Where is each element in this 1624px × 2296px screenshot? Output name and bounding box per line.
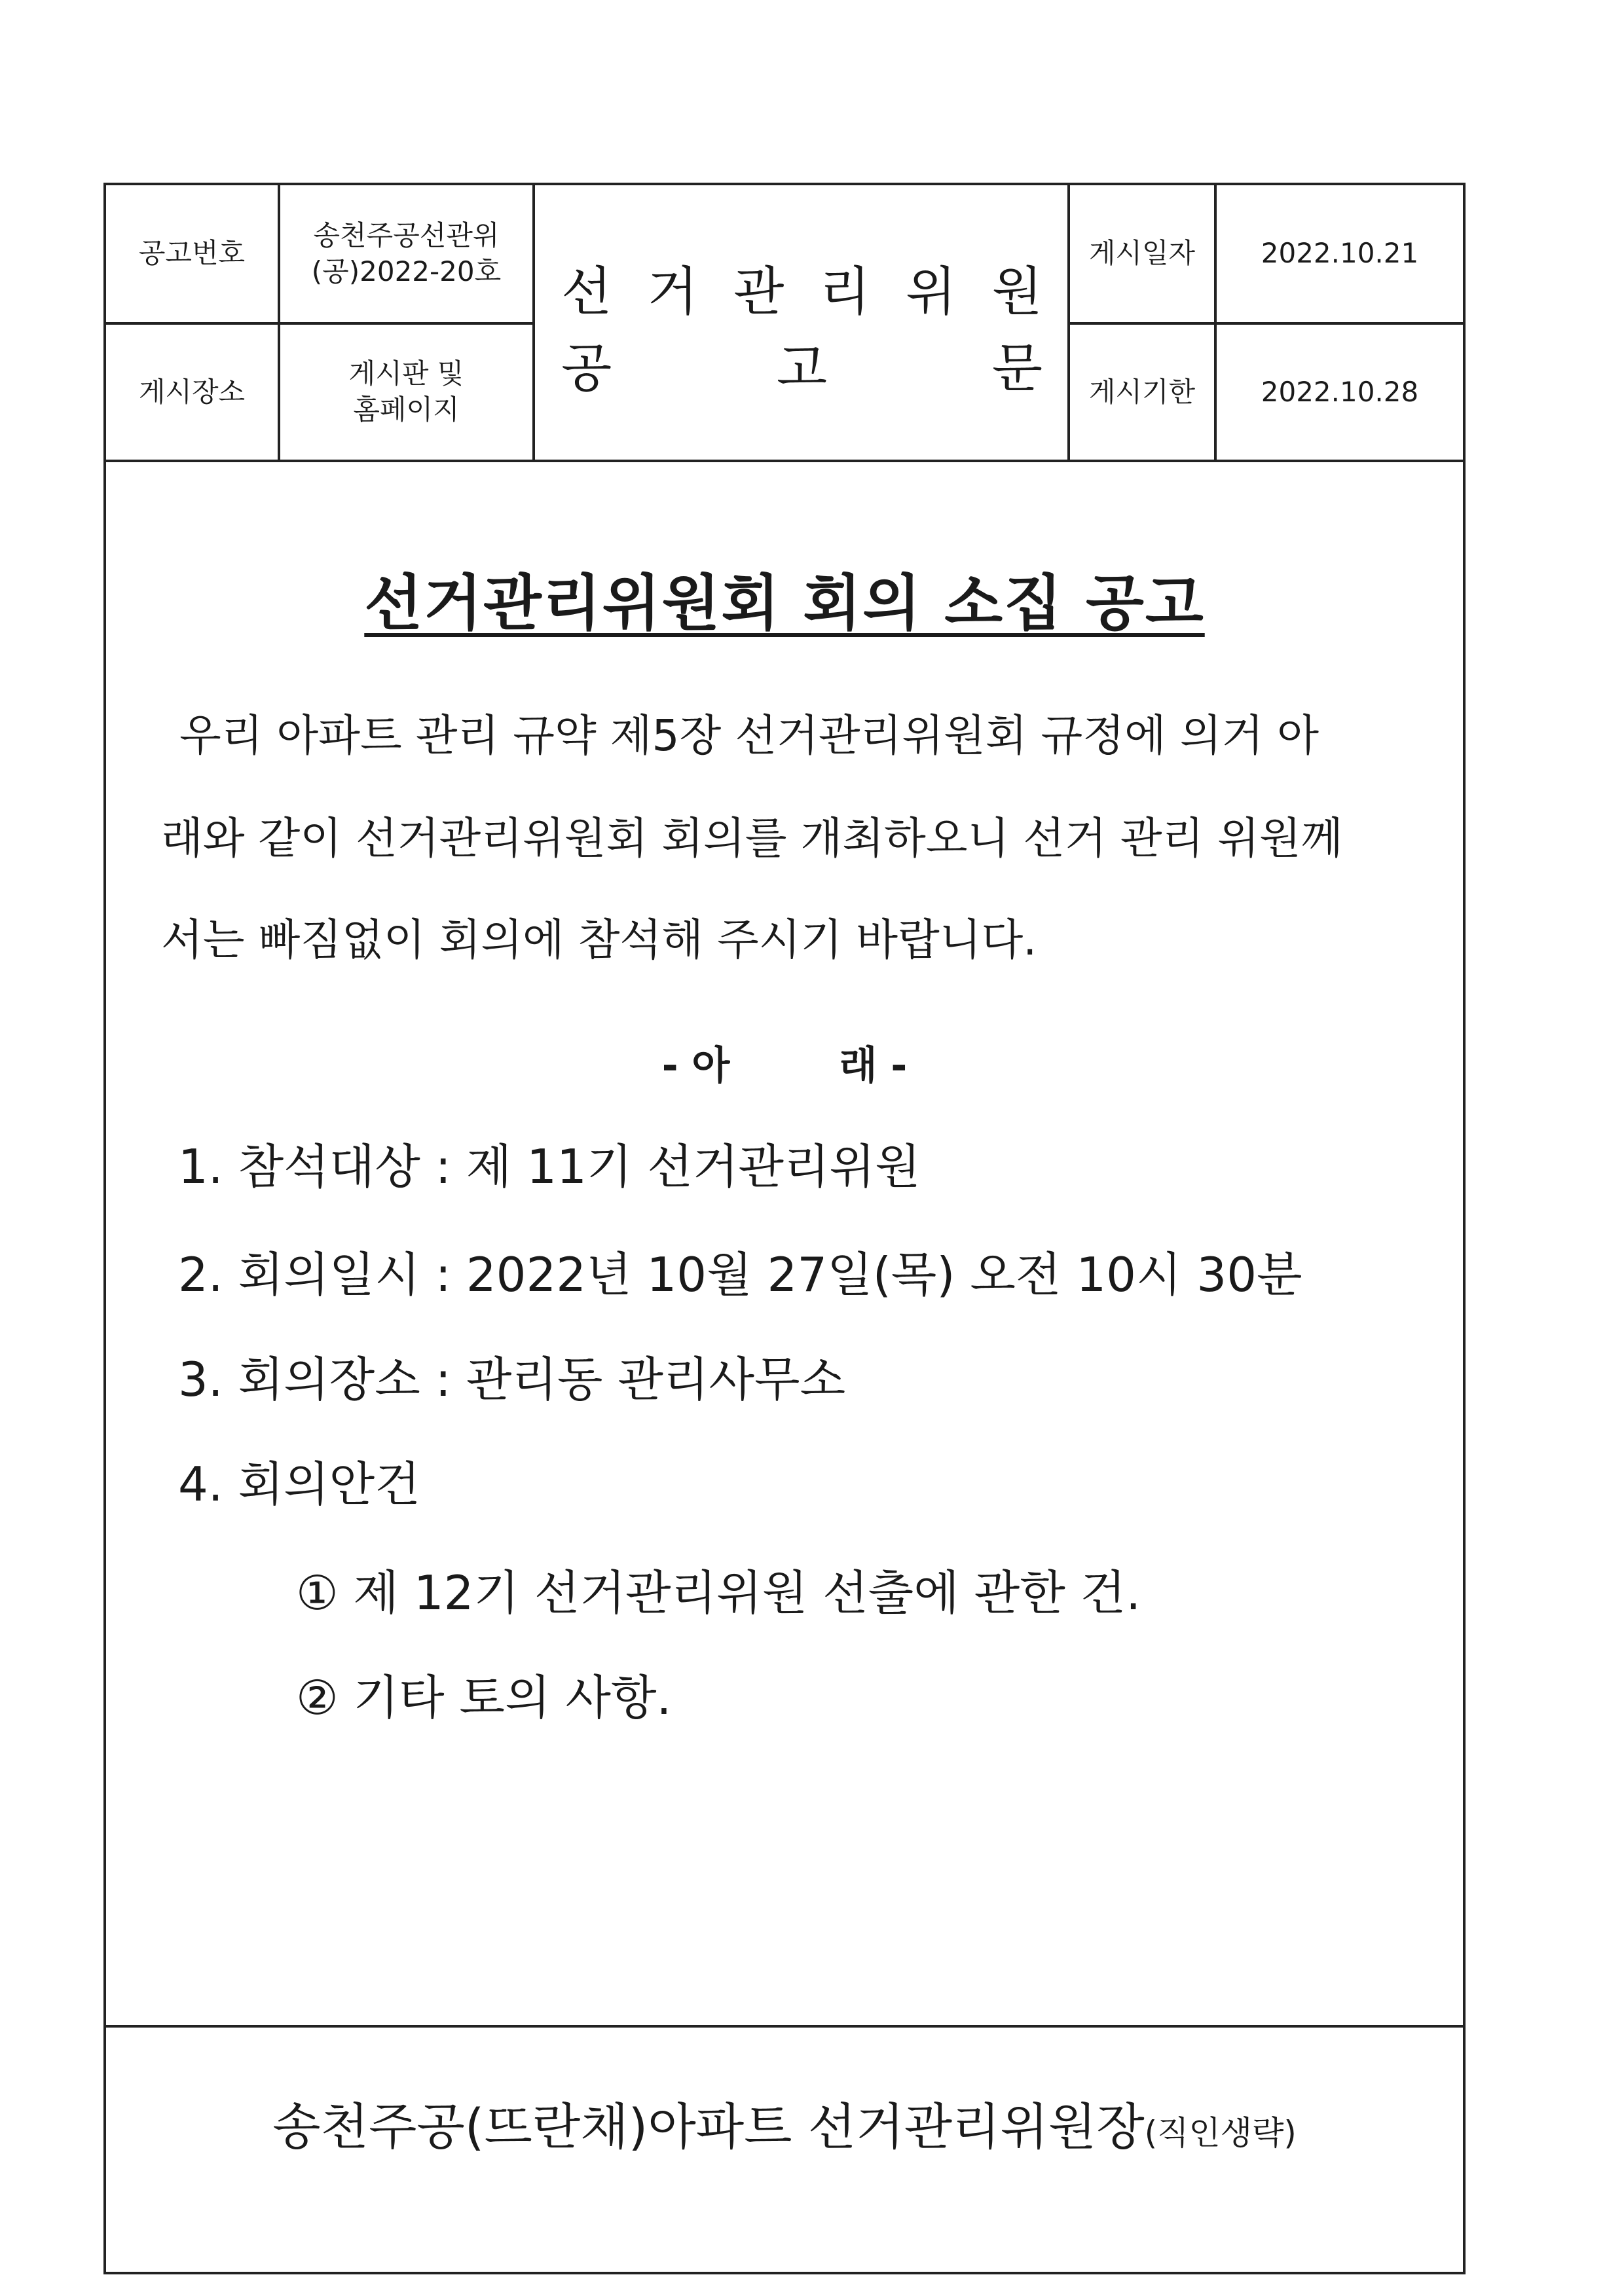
heading-line-2 — [535, 326, 1069, 401]
post-date-label: 게시일자 — [1088, 237, 1196, 270]
agenda-item: 1. 참석대상 : 제 11기 선거관리위원 — [178, 1139, 921, 1194]
notice-frame — [103, 183, 1466, 2274]
heading-line-1 — [535, 249, 1069, 325]
notice-number-label: 공고번호 — [138, 237, 246, 270]
heading-char: 문 — [991, 338, 1043, 399]
posting-place-value: 게시판 및 홈페이지 — [348, 357, 464, 426]
heading-char: 위 — [906, 261, 957, 322]
agenda-subitem: ① 제 12기 선거관리위원 선출에 관한 건. — [296, 1565, 1141, 1620]
heading-char: 거 — [647, 261, 698, 322]
heading-char: 리 — [819, 261, 870, 322]
heading-char: 고 — [776, 338, 828, 399]
post-date-value: 2022.10.21 — [1261, 237, 1419, 270]
heading-char: 관 — [733, 261, 784, 322]
seal-note: (직인생략) — [1144, 2114, 1297, 2152]
notice-number-value: 송천주공선관위 (공)2022-20호 — [311, 219, 502, 287]
heading-char: 공 — [561, 338, 612, 399]
agenda-item: 2. 회의일시 : 2022년 10월 27일(목) 오전 10시 30분 — [178, 1247, 1302, 1302]
deadline-value: 2022.10.28 — [1261, 375, 1419, 408]
paragraph-line: 래와 같이 선거관리위원회 회의를 개최하오니 선거 관리 위원께 — [161, 813, 1343, 864]
paragraph-line: 우리 아파트 관리 규약 제5장 선거관리위원회 규정에 의거 아 — [179, 710, 1319, 761]
agenda-item: 3. 회의장소 : 관리동 관리사무소 — [178, 1352, 846, 1407]
agenda-subitem: ② 기타 토의 사항. — [296, 1670, 672, 1725]
notice-header-table — [106, 185, 1463, 462]
heading-char: 선 — [561, 261, 612, 322]
deadline-label: 게시기한 — [1088, 375, 1196, 408]
issuer-signature — [106, 2087, 1463, 2159]
posting-place-label: 게시장소 — [138, 375, 246, 408]
heading-char: 원 — [991, 261, 1043, 322]
divider — [103, 2025, 1466, 2028]
issuer-name: 송천주공(뜨란채)아파트 선거관리위원장 — [272, 2098, 1145, 2156]
section-divider-text: - 아 래 - — [661, 1043, 908, 1089]
paragraph-line: 서는 빠짐없이 회의에 참석해 주시기 바랍니다. — [161, 915, 1037, 965]
document-title: 선거관리위원회 회의 소집 공고 — [364, 568, 1205, 638]
notice-heading — [535, 185, 1069, 460]
agenda-item: 4. 회의안건 — [178, 1457, 420, 1512]
